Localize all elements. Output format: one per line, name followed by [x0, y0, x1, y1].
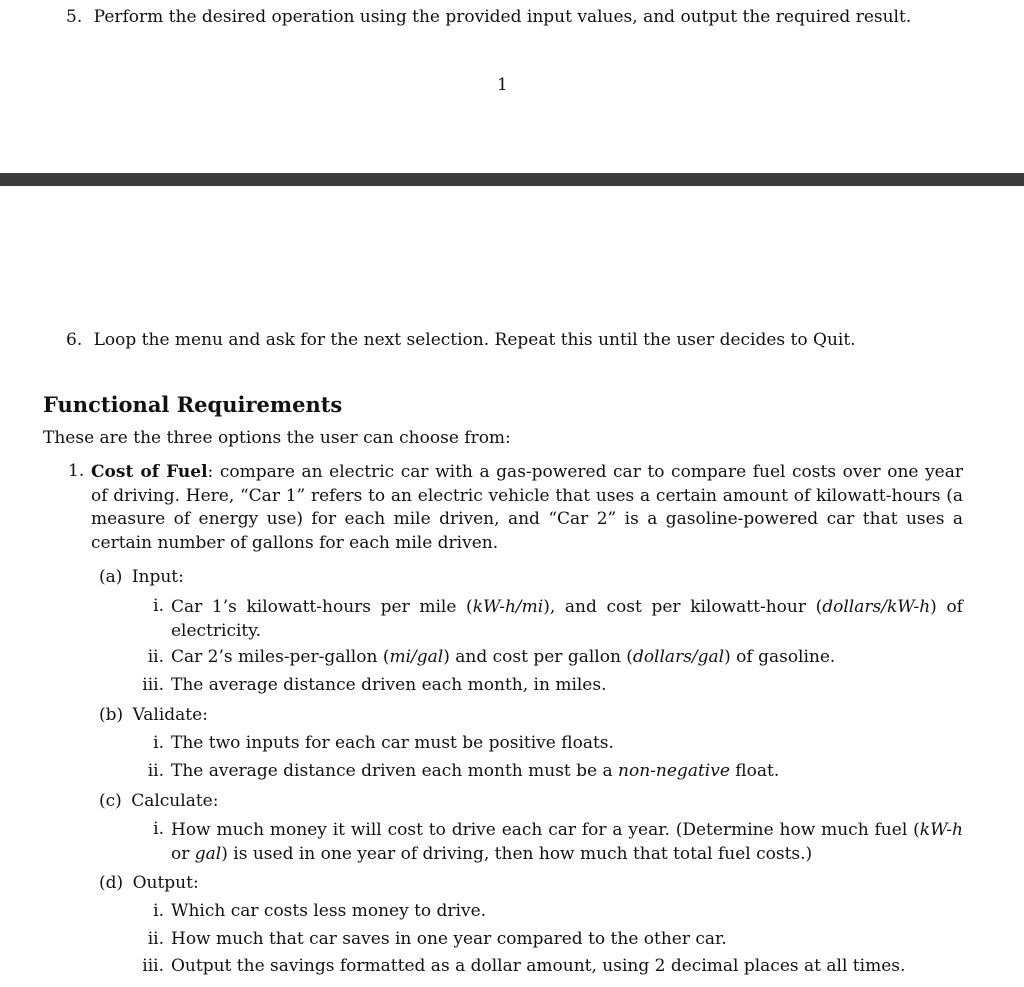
calculate-i-num: i.: [153, 819, 164, 839]
step-6-text: Loop the menu and ask for the next selection. Repeat this until the user decides to Quit.: [93, 330, 856, 350]
input-iii-num: iii.: [142, 675, 164, 695]
input-i-part: ) of electricity.: [171, 597, 963, 641]
input-i-part: Car 1’s kilowatt-hours per mile (: [171, 597, 473, 617]
input-ii-num: ii.: [147, 647, 164, 667]
validate-title: Validate:: [132, 705, 208, 725]
calculate-heading: [99, 791, 218, 811]
step-6: [66, 330, 856, 350]
output-title: Output:: [132, 873, 199, 893]
output-iii-num: iii.: [142, 956, 164, 976]
unit-mi-per-gal: mi/gal: [389, 647, 444, 667]
calculate-i-part: How much money it will cost to drive each car for a year. (Determine how much fuel (: [171, 820, 920, 840]
validate-label: (b): [99, 705, 124, 725]
input-i-part: ), and cost per kilowatt-hour (: [543, 597, 823, 617]
output-iii-text: Output the savings formatted as a dollar amount, using 2 decimal places at all times.: [171, 956, 906, 976]
output-label: (d): [99, 873, 124, 893]
output-i-text: Which car costs less money to drive.: [171, 901, 487, 921]
step-5: [66, 7, 911, 27]
section-heading: Functional Requirements: [43, 392, 343, 417]
unit-kwh: kW-h: [919, 820, 963, 840]
input-ii-part: Car 2’s miles-per-gallon (: [171, 647, 390, 667]
validate-ii-part: float.: [729, 761, 780, 781]
input-ii-text: [171, 647, 835, 667]
unit-kwh-per-mi: kW-h/mi: [472, 597, 544, 617]
output-ii-text: How much that car saves in one year compared to the other car.: [171, 929, 727, 949]
validate-i-text: The two inputs for each car must be positive floats.: [171, 733, 614, 753]
calculate-title: Calculate:: [131, 791, 219, 811]
page-number: 1: [497, 75, 508, 95]
step-6-number: 6.: [66, 330, 83, 350]
unit-dollars-per-kwh: dollars/kW-h: [822, 597, 931, 617]
unit-dollars-per-gal: dollars/gal: [632, 647, 725, 667]
validate-ii-part: The average distance driven each month must be a: [171, 761, 619, 781]
input-title: Input:: [131, 567, 184, 587]
calculate-i-text: [171, 819, 963, 866]
step-5-text: Perform the desired operation using the provided input values, and output the required result.: [93, 7, 912, 27]
option-1-title: Cost of Fuel: [91, 462, 208, 482]
input-i-num: i.: [153, 596, 164, 616]
input-label: (a): [99, 567, 123, 587]
output-heading: [99, 873, 199, 893]
validate-heading: [99, 705, 208, 725]
validate-ii-num: ii.: [147, 761, 164, 781]
emphasis-non-negative: non-negative: [618, 761, 730, 781]
input-ii-part: ) and cost per gallon (: [443, 647, 633, 667]
input-ii-part: ) of gasoline.: [724, 647, 836, 667]
input-i-text: [171, 596, 963, 643]
calculate-label: (c): [99, 791, 122, 811]
calculate-i-part: or: [171, 843, 195, 864]
output-ii-num: ii.: [147, 929, 164, 949]
page-divider: [0, 173, 1024, 186]
input-iii-text: The average distance driven each month, in miles.: [171, 675, 607, 695]
unit-gal: gal: [194, 843, 222, 864]
option-1-number: 1.: [68, 461, 85, 481]
section-intro: These are the three options the user can choose from:: [43, 428, 511, 448]
validate-ii-text: [171, 761, 779, 781]
validate-i-num: i.: [153, 733, 164, 753]
input-heading: [99, 567, 184, 587]
option-1-paragraph: [91, 461, 963, 555]
output-i-num: i.: [153, 901, 164, 921]
calculate-i-part: ) is used in one year of driving, then how much that total fuel costs.): [221, 843, 813, 864]
option-1-description: : compare an electric car with a gas-powered car to compare fuel costs over one year of driving. Here, “Car 1” refers to an electric vehicle that uses a certain amount of kilowatt-hours (a measure of energy use) for each mile driven, and “Car 2” is a gasoline-powered car that uses a certain number of gallons for each mile driven.: [91, 462, 963, 553]
step-5-number: 5.: [66, 7, 83, 27]
